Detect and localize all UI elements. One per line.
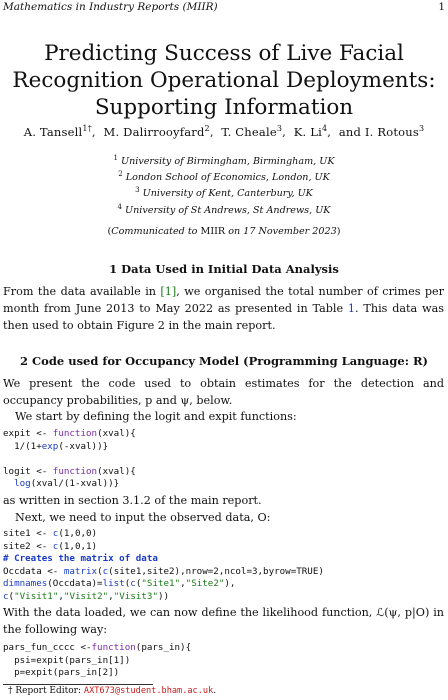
code-line: pars_fun_cccc <-function(pars_in){ <box>3 642 192 653</box>
footnote-rule <box>3 684 153 685</box>
affiliation: $^1$ University of Birmingham, Birmingham, UK <box>113 154 335 168</box>
citation-link[interactable]: [1] <box>160 285 177 298</box>
author: K. Li <box>293 124 322 139</box>
author: A. Tansell <box>23 124 83 139</box>
code-line: 1/(1+exp(-xval))} <box>3 440 109 452</box>
section-heading-2: 2 Code used for Occupancy Model (Programming Language: R) <box>20 354 428 368</box>
paper-title: Predicting Success of Live Facial Recognition Operational Deployments: Supporting Information <box>12 41 436 120</box>
code-line: log(xval/(1-xval))} <box>14 478 120 490</box>
affiliation-list <box>0 152 448 217</box>
section-heading-1: 1 Data Used in Initial Data Analysis <box>109 262 339 276</box>
author-mark: 4 <box>321 124 328 133</box>
author: T. Cheale <box>221 124 277 139</box>
code-block-data <box>3 528 445 604</box>
author-mark: 3 <box>419 124 425 133</box>
code-line: Occdata <- matrix(c(site1,site2),nrow=2,ncol=3,byrow=TRUE) <box>3 565 324 577</box>
author-mark: 3 <box>276 124 283 133</box>
section2-paragraph-2: We start by defining the logit and expit functions: <box>15 410 297 423</box>
author-list: A. Tansell$^{1\dagger}$, M. Dalirrooyfard$^2$, T. Cheale$^3$, K. Li$^4$, and I. Rotous$^3$ <box>23 124 425 139</box>
code-line: psi=expit(pars_in[1]) <box>3 654 131 666</box>
communicated-note: (Communicated to MIIR on 17 November 2023) <box>107 226 341 237</box>
author: I. Rotous <box>364 124 420 139</box>
footnote: † Report Editor: AXT673@student.bham.ac.uk. <box>8 686 217 696</box>
code-line: logit <- function(xval){ <box>3 465 136 477</box>
journal-name: Mathematics in Industry Reports (MIIR) <box>3 1 218 13</box>
code-line <box>3 453 445 466</box>
editor-email-link[interactable]: AXT673@student.bham.ac.uk <box>83 686 214 696</box>
code-line: expit <- function(xval){ <box>3 428 136 439</box>
author-mark: 1† <box>82 124 92 133</box>
author: M. Dalirrooyfard <box>103 124 205 139</box>
code-line: dimnames(Occdata)=list(c("Site1","Site2"), <box>3 578 236 590</box>
code-line: site2 <- c(1,0,1) <box>3 540 98 552</box>
affiliation: $^2$ London School of Economics, London, UK <box>118 170 330 184</box>
code-block-functions <box>3 428 445 491</box>
page-number: 1 <box>438 1 445 13</box>
section2-paragraph-5: With the data loaded, we can now define the likelihood function, ℒ(ψ, p|O) in the following way: <box>3 606 444 636</box>
author-mark: 2 <box>204 124 210 133</box>
author-and: and <box>338 124 362 139</box>
code-line: p=expit(pars_in[2]) <box>3 667 120 679</box>
code-line: c("Visit1","Visit2","Visit3")) <box>3 590 170 602</box>
section2-paragraph-4: Next, we need to input the observed data, O: <box>15 511 271 524</box>
running-header <box>3 1 445 15</box>
section2-paragraph-3: as written in section 3.1.2 of the main report. <box>3 494 262 507</box>
code-line: # Creates the matrix of data <box>3 553 158 565</box>
table-link[interactable]: 1 <box>347 302 356 315</box>
code-line: site1 <- c(1,0,0) <box>3 528 98 539</box>
affiliation: $^3$ University of Kent, Canterbury, UK <box>135 186 313 200</box>
section2-paragraph-1: We present the code used to obtain estimates for the detection and occupancy probabilities, p and ψ, below. <box>3 377 444 407</box>
code-block-likelihood <box>3 642 445 680</box>
section1-paragraph: From the data available in [1], we organised the total number of crimes per month from June 2013 to May 2022 as presented in Table 1. This data was then used to obtain Figure 2 in the main report. <box>3 285 444 332</box>
affiliation: $^4$ University of St Andrews, St Andrews, UK <box>117 202 331 216</box>
